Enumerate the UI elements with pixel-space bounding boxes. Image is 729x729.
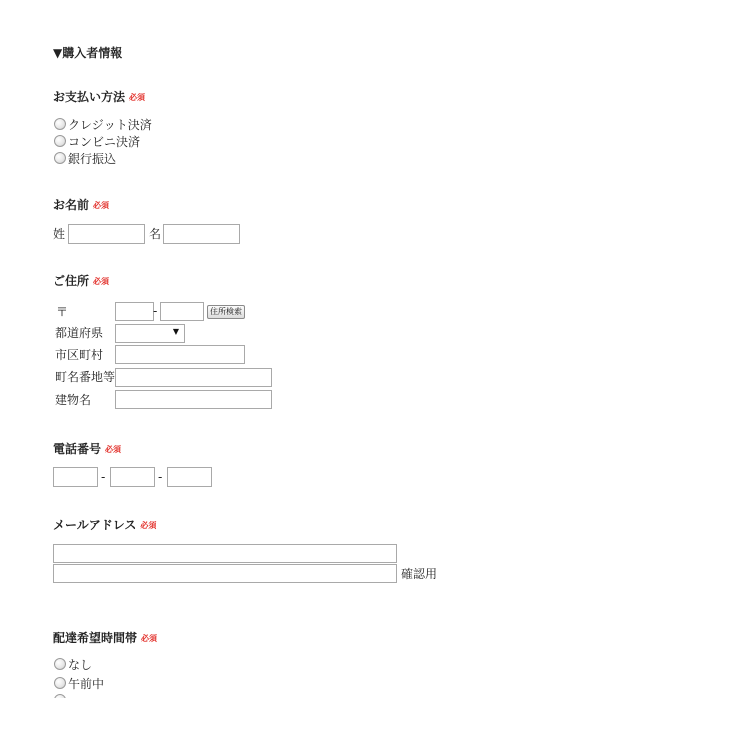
email-input[interactable]	[53, 544, 397, 563]
address-title-text: ご住所	[53, 274, 90, 288]
radio-button[interactable]	[54, 118, 66, 130]
city-input[interactable]	[115, 345, 245, 364]
first-name-label: 名	[149, 227, 162, 241]
radio-button[interactable]	[54, 152, 66, 164]
required-badge: 必須	[140, 521, 157, 530]
first-name-input[interactable]	[163, 224, 240, 244]
delivery-option-label: なし	[68, 657, 93, 672]
email-confirm-input[interactable]	[53, 564, 397, 583]
phone-separator: -	[158, 470, 163, 484]
radio-button[interactable]	[54, 658, 66, 670]
payment-option-bank[interactable]	[54, 150, 116, 166]
phone-second-input[interactable]	[110, 467, 155, 487]
building-input[interactable]	[115, 390, 272, 409]
radio-button[interactable]	[54, 677, 66, 689]
address-search-button[interactable]: 住所検索	[207, 305, 245, 319]
payment-section-title	[53, 88, 145, 105]
required-badge: 必須	[93, 277, 110, 286]
phone-first-input[interactable]	[53, 467, 98, 487]
payment-option-convenience[interactable]	[54, 133, 140, 149]
postal-code-first-input[interactable]	[115, 302, 154, 321]
payment-title-text: お支払い方法	[53, 90, 126, 104]
street-input[interactable]	[115, 368, 272, 387]
phone-section-title	[53, 440, 121, 457]
name-title-text: お名前	[53, 198, 90, 212]
email-confirm-label: 確認用	[401, 567, 438, 581]
delivery-option-partial[interactable]	[54, 694, 68, 698]
payment-option-label: 銀行振込	[68, 151, 117, 166]
required-badge: 必須	[129, 93, 146, 102]
delivery-option-morning[interactable]	[54, 675, 104, 691]
required-badge: 必須	[93, 201, 110, 210]
page-title: ▼購入者情報	[53, 46, 123, 60]
email-title-text: メールアドレス	[53, 518, 137, 532]
city-label: 市区町村	[55, 348, 104, 362]
email-section-title	[53, 516, 156, 533]
address-section-title	[53, 272, 109, 289]
last-name-label: 姓	[53, 227, 66, 241]
postal-code-second-input[interactable]	[160, 302, 204, 321]
prefecture-select[interactable]	[115, 324, 185, 343]
chevron-down-icon: ▼	[172, 327, 179, 336]
delivery-section-title	[53, 629, 157, 646]
street-label: 町名番地等	[55, 370, 116, 384]
postal-separator: -	[153, 304, 158, 318]
postal-label: 〒	[56, 305, 69, 319]
radio-button[interactable]	[54, 135, 66, 147]
delivery-title-text: 配達希望時間帯	[53, 631, 138, 645]
payment-option-label: クレジット決済	[68, 117, 152, 132]
delivery-option-label: 午前中	[68, 676, 105, 691]
phone-title-text: 電話番号	[53, 442, 102, 456]
payment-option-label: コンビニ決済	[68, 134, 141, 149]
name-section-title	[53, 196, 109, 213]
radio-button[interactable]	[54, 694, 66, 698]
building-label: 建物名	[55, 393, 92, 407]
phone-third-input[interactable]	[167, 467, 212, 487]
prefecture-label: 都道府県	[55, 326, 104, 340]
delivery-option-none[interactable]	[54, 656, 92, 672]
required-badge: 必須	[141, 634, 158, 643]
required-badge: 必須	[105, 445, 122, 454]
payment-option-credit[interactable]	[54, 116, 152, 132]
last-name-input[interactable]	[68, 224, 145, 244]
phone-separator: -	[101, 470, 106, 484]
